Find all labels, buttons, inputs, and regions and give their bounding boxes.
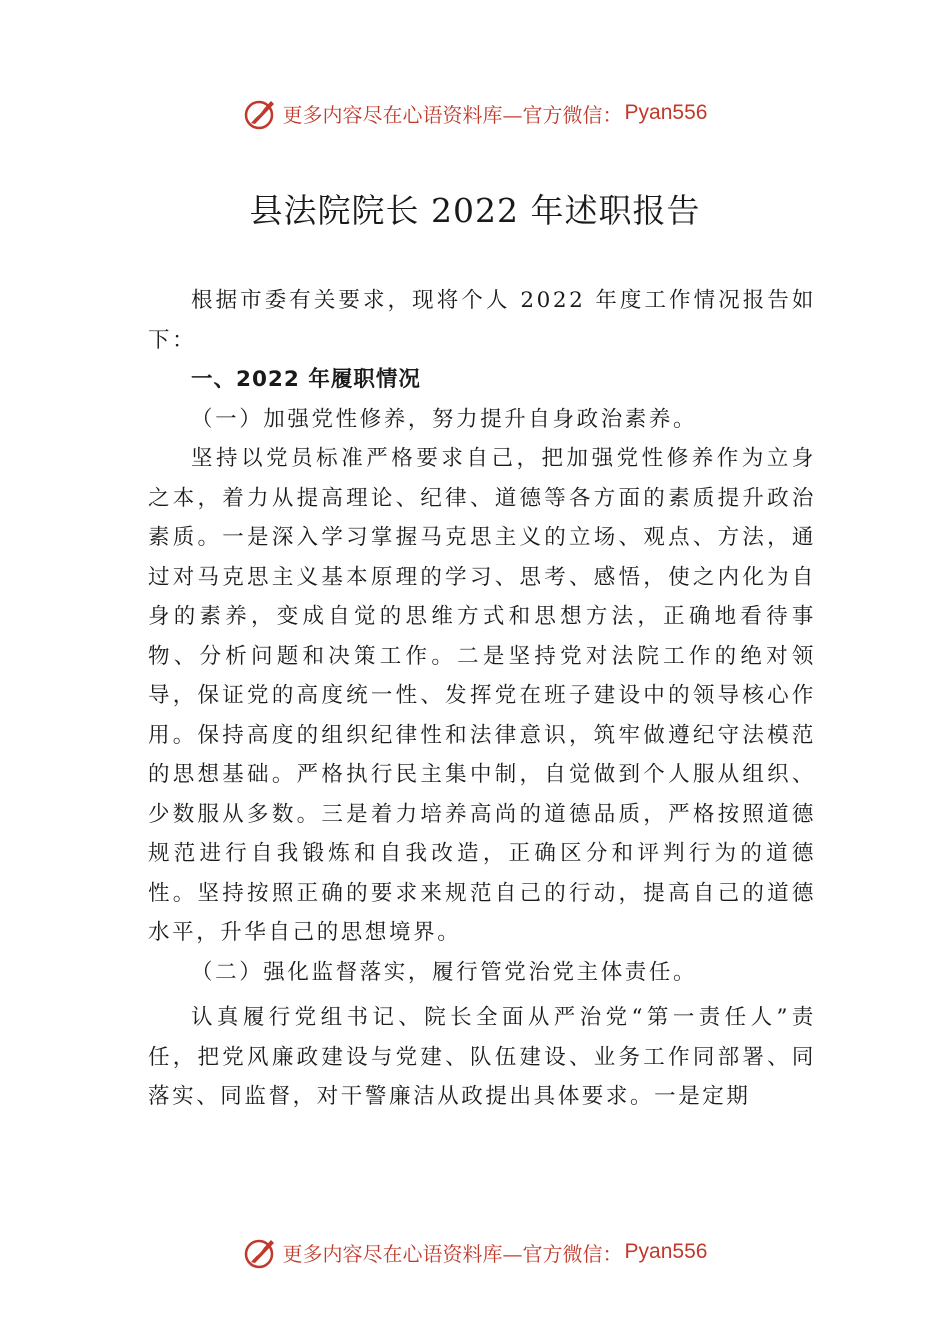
banner-text: 更多内容尽在心语资料库—官方微信： bbox=[282, 102, 623, 127]
subsection-heading-1: （一）加强党性修养，努力提升自身政治素养。 bbox=[191, 406, 698, 432]
paragraph-1: 坚持以党员标准严格要求自己，把加强党性修养作为立身之本，着力从提高理论、纪律、道德等各方面的素质提升政治素质。一是深入学习掌握马克思主义的立场、观点、方法，通过对马克思主义基本原理的学习、思考、感悟，使之内化为自身的素养，变成自觉的思维方式和思想方法，正确地看待事物、分析问题和决策工作。二是坚持党对法院工作的绝对领导，保证党的高度统一性、发挥党在班子建设中的领导核心作用。保持高度的组织纪律性和法律意识，筑牢做遵纪守法模范的思想基础。严格执行民主集中制，自觉做到个人服从组织、少数服从多数。三是着力培养高尚的道德品质，严格按照道德规范进行自我锻炼和自我改造，正确区分和评判行为的道德性。坚持按照正确的要求来规范自己的行动，提高自己的道德水平，升华自己的思想境界。 bbox=[148, 446, 816, 945]
subsection-heading-2: （二）强化监督落实，履行管党治党主体责任。 bbox=[191, 959, 698, 985]
wechat-id: Pyan556 bbox=[624, 101, 708, 124]
banner-text: 更多内容尽在心语资料库—官方微信： bbox=[282, 1241, 623, 1266]
quill-logo-icon bbox=[243, 1234, 279, 1270]
document-title: 县法院院长 2022 年述职报告 bbox=[249, 191, 701, 230]
quill-logo-icon bbox=[243, 95, 279, 131]
paragraph-2: 认真履行党组书记、院长全面从严治党“第一责任人”责任，把党风廉政建设与党建、队伍建设、业务工作同部署、同落实、同监督，对干警廉洁从政提出具体要求。一是定期 bbox=[148, 1005, 816, 1109]
header-banner bbox=[0, 93, 950, 133]
section-heading: 一、2022 年履职情况 bbox=[191, 367, 421, 392]
wechat-id: Pyan556 bbox=[624, 1240, 708, 1263]
footer-banner bbox=[0, 1232, 950, 1272]
intro-paragraph: 根据市委有关要求，现将个人 2022 年度工作情况报告如下： bbox=[148, 288, 816, 353]
document-body bbox=[148, 281, 816, 1117]
